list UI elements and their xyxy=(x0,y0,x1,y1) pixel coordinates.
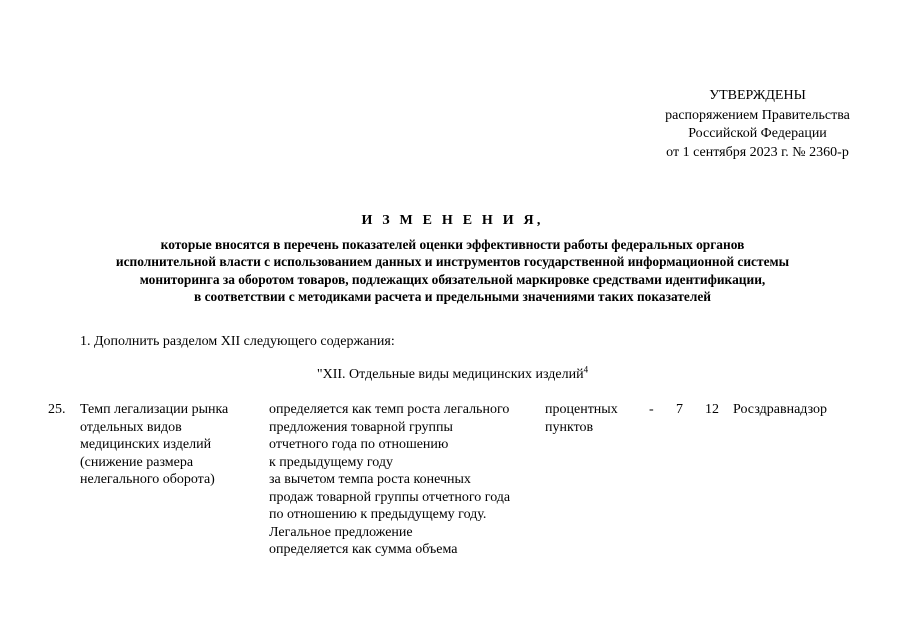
responsible-organization: Росздравнадзор xyxy=(733,402,828,417)
definition-line: к предыдущему году xyxy=(269,454,393,470)
definition-line: по отношению к предыдущему году. xyxy=(269,507,487,522)
unit-line: пунктов xyxy=(545,419,594,435)
section-title xyxy=(0,364,905,383)
indicator-name-line: отдельных видов xyxy=(80,419,182,435)
indicator-name-line: Темп легализации рынка xyxy=(80,402,229,417)
approval-line-2: Российской Федерации xyxy=(688,126,827,142)
definition-line: Легальное предложение xyxy=(269,524,413,540)
indicator-name xyxy=(80,401,260,489)
unit-line: процентных xyxy=(545,402,618,417)
indicator-name-line: медицинских изделий xyxy=(80,437,212,452)
definition-line: определяется как сумма объема xyxy=(269,542,458,557)
value-1: 7 xyxy=(676,402,683,417)
approval-line-1: распоряжением Правительства xyxy=(665,107,850,123)
indicator-name-line: (снижение размера xyxy=(80,454,194,470)
approval-line-3: от 1 сентября 2023 г. № 2360-р xyxy=(666,144,849,160)
definition-line: отчетного года по отношению xyxy=(269,437,449,452)
subtitle-line: которые вносятся в перечень показателей оценки эффективности работы федеральных органов xyxy=(160,237,745,252)
document-subtitle xyxy=(40,236,865,306)
definition-line: за вычетом темпа роста конечных xyxy=(269,472,471,487)
footnote-marker: 4 xyxy=(583,364,589,375)
value-dash: - xyxy=(649,402,654,417)
approval-stamp xyxy=(640,87,875,162)
unit-of-measure xyxy=(545,401,635,436)
value-2: 12 xyxy=(705,402,719,417)
approval-heading: УТВЕРЖДЕНЫ xyxy=(709,88,806,103)
indicator-definition xyxy=(269,401,539,559)
definition-line: определяется как темп роста легального xyxy=(269,402,510,417)
row-number: 25. xyxy=(48,402,66,417)
definition-line: продаж товарной группы отчетного года xyxy=(269,489,511,505)
definition-line: предложения товарной группы xyxy=(269,419,453,435)
intro-paragraph: 1. Дополнить разделом XII следующего содержания: xyxy=(80,334,395,349)
indicator-name-line: нелегального оборота) xyxy=(80,472,215,487)
document-title: И З М Е Н Е Н И Я, xyxy=(361,213,544,228)
subtitle-line: исполнительной власти с использованием данных и инструментов государственной информационной системы xyxy=(115,254,790,270)
subtitle-line: в соответствии с методиками расчета и предельными значениями таких показателей xyxy=(193,289,712,305)
subtitle-line: мониторинга за оборотом товаров, подлежащих обязательной маркировке средствами идентификации, xyxy=(139,271,766,287)
section-title-text: "XII. Отдельные виды медицинских изделий xyxy=(316,367,584,382)
